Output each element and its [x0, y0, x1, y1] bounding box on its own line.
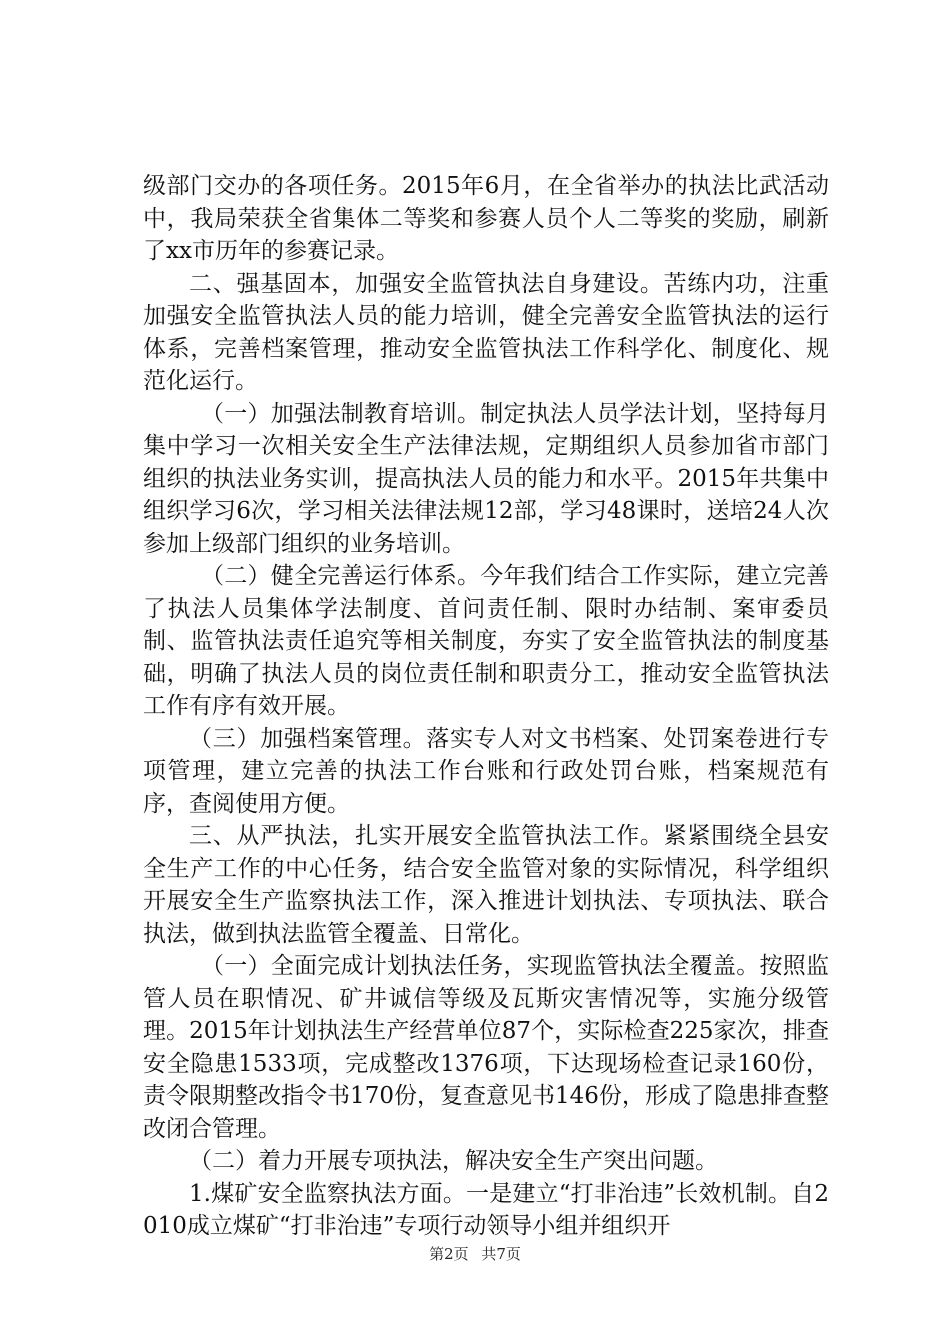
- page-footer: [0, 1244, 950, 1264]
- paragraph: （三）加强档案管理。落实专人对文书档案、处罚案卷进行专项管理，建立完善的执法工作台账和行政处罚台账，档案规范有序，查阅使用方便。: [143, 725, 829, 817]
- paragraph: 三、从严执法，扎实开展安全监管执法工作。紧紧围绕全县安全生产工作的中心任务，结合安全监管对象的实际情况，科学组织开展安全生产监察执法工作，深入推进计划执法、专项执法、联合执法，做到执法监管全覆盖、日常化。: [143, 823, 829, 947]
- page-total: 共7页: [481, 1245, 521, 1263]
- document-body: [143, 170, 829, 1243]
- paragraph: 二、强基固本，加强安全监管执法自身建设。苦练内功，注重加强安全监管执法人员的能力培训，健全完善安全监管执法的运行体系，完善档案管理，推动安全监管执法工作科学化、制度化、规范化运行。: [143, 270, 829, 394]
- paragraph: （二）健全完善运行体系。今年我们结合工作实际，建立完善了执法人员集体学法制度、首问责任制、限时办结制、案审委员制、监管执法责任追究等相关制度，夯实了安全监管执法的制度基础，明确了执法人员的岗位责任制和职责分工，推动安全监管执法工作有序有效开展。: [143, 563, 829, 719]
- paragraph: （一）加强法制教育培训。制定执法人员学法计划，坚持每月集中学习一次相关安全生产法律法规，定期组织人员参加省市部门组织的执法业务实训，提高执法人员的能力和水平。2015年共集中组织学习6次，学习相关法律法规12部，学习48课时，送培24人次参加上级部门组织的业务培训。: [143, 400, 829, 557]
- paragraph: 1.煤矿安全监察执法方面。一是建立“打非治违”长效机制。自2010成立煤矿“打非治违”专项行动领导小组并组织开: [143, 1180, 829, 1239]
- paragraph: 级部门交办的各项任务。2015年6月，在全省举办的执法比武活动中，我局荣获全省集体二等奖和参赛人员个人二等奖的奖励，刷新了xx市历年的参赛记录。: [143, 173, 829, 264]
- paragraph: （一）全面完成计划执法任务，实现监管执法全覆盖。按照监管人员在职情况、矿井诚信等级及瓦斯灾害情况等，实施分级管理。2015年计划执法生产经营单位87个，实际检查225家次，排查安全隐患1533项，完成整改1376项，下达现场检查记录160份，责令限期整改指令书170份，复查意见书146份，形成了隐患排查整改闭合管理。: [143, 953, 829, 1142]
- page-number: 第2页: [429, 1245, 469, 1263]
- paragraph: （二）着力开展专项执法，解决安全生产突出问题。: [189, 1148, 718, 1174]
